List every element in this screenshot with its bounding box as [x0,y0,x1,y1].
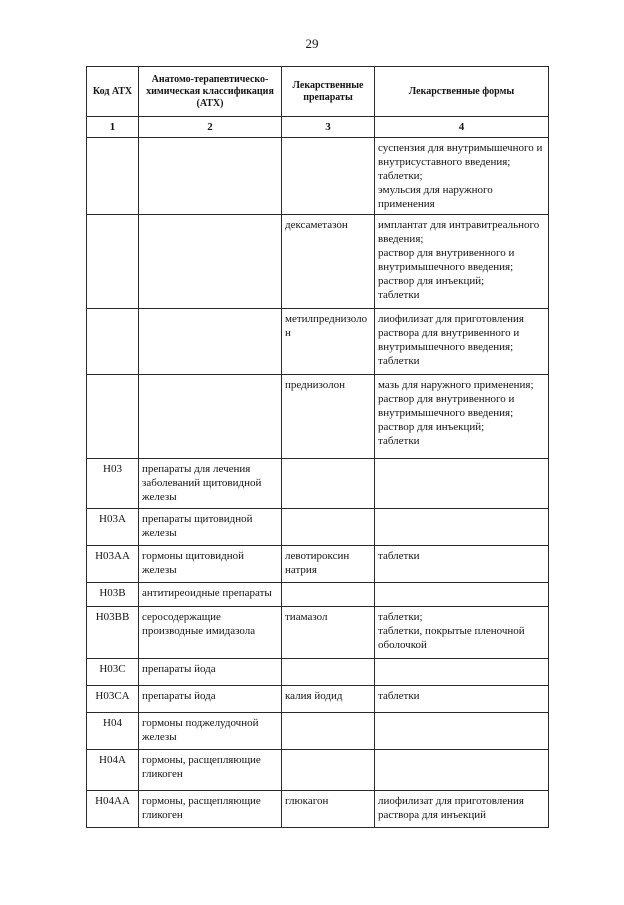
classification-cell: серосодержащие производные имидазола [139,607,282,659]
atx-code-cell: H03C [87,659,139,686]
table-row [87,659,549,686]
classification-cell: гормоны, расщепляющие гликоген [139,750,282,791]
classification-cell: антитиреоидные препараты [139,583,282,607]
drug-cell [282,750,375,791]
table-row [87,583,549,607]
classification-cell [139,375,282,459]
dosage-form: таблетки, покрытые пленочной оболочкой [378,625,525,651]
dosage-forms-cell [375,546,549,583]
table-row [87,791,549,828]
drug-cell: калия йодид [282,686,375,713]
column-number-row [87,117,549,138]
column-number: 2 [139,117,282,138]
atx-code-cell [87,138,139,215]
dosage-form: лиофилизат для приготовления раствора для внутривенного и внутримышечного введения; [378,313,524,353]
drug-cell [282,583,375,607]
atx-code-cell: H04A [87,750,139,791]
table-row [87,607,549,659]
atx-code-cell: H04 [87,713,139,750]
header-row [87,67,549,117]
dosage-form: таблетки [378,355,420,367]
dosage-form: раствор для инъекций; [378,421,485,433]
dosage-form: таблетки; [378,611,423,623]
dosage-form: таблетки [378,550,420,562]
dosage-forms-cell [375,215,549,309]
atx-code-cell: H03AA [87,546,139,583]
classification-cell [139,309,282,375]
drug-cell [282,659,375,686]
atx-code-cell [87,309,139,375]
dosage-forms-cell [375,138,549,215]
drug-cell: глюкагон [282,791,375,828]
drug-cell: преднизолон [282,375,375,459]
dosage-forms-cell [375,750,549,791]
dosage-forms-cell [375,659,549,686]
atx-code-cell [87,375,139,459]
atx-code-cell: H03CA [87,686,139,713]
dosage-forms-cell [375,375,549,459]
table-row [87,309,549,375]
drug-cell [282,459,375,509]
drug-cell [282,713,375,750]
classification-cell: гормоны поджелудочной железы [139,713,282,750]
classification-cell: препараты йода [139,659,282,686]
column-number: 1 [87,117,139,138]
dosage-forms-cell [375,509,549,546]
header-classification: Анатомо-терапевтическо-химическая классификация (АТХ) [139,67,282,117]
drug-cell [282,138,375,215]
table-row [87,375,549,459]
column-number: 3 [282,117,375,138]
table-row [87,509,549,546]
header-drug: Лекарственные препараты [282,67,375,117]
dosage-forms-cell [375,607,549,659]
atx-code-cell: H03B [87,583,139,607]
table-row [87,686,549,713]
dosage-form: лиофилизат для приготовления раствора для инъекций [378,795,524,821]
dosage-form: раствор для внутривенного и внутримышечного введения; [378,247,515,273]
atx-table [86,66,549,828]
dosage-form: таблетки [378,289,420,301]
classification-cell: препараты щитовидной железы [139,509,282,546]
dosage-forms-cell [375,686,549,713]
table-row [87,713,549,750]
drug-cell: левотироксин натрия [282,546,375,583]
column-number: 4 [375,117,549,138]
table-row [87,459,549,509]
dosage-forms-cell [375,309,549,375]
atx-code-cell [87,215,139,309]
table-row [87,546,549,583]
dosage-form: мазь для наружного применения; [378,379,534,391]
table-row [87,215,549,309]
drug-cell: дексаметазон [282,215,375,309]
dosage-form: имплантат для интравитреального введения; [378,219,540,245]
dosage-forms-cell [375,459,549,509]
classification-cell [139,215,282,309]
dosage-form: суспензия для внутримышечного и внутрисуставного введения; [378,142,543,168]
header-code: Код АТХ [87,67,139,117]
classification-cell: препараты для лечения заболеваний щитовидной железы [139,459,282,509]
page-number: 29 [305,36,319,51]
dosage-form: раствор для инъекций; [378,275,485,287]
dosage-form: таблетки [378,435,420,447]
dosage-form: таблетки [378,690,420,702]
dosage-forms-cell [375,791,549,828]
drug-cell: метилпреднизолон [282,309,375,375]
atx-code-cell: H03 [87,459,139,509]
dosage-form: раствор для внутривенного и внутримышечного введения; [378,393,515,419]
atx-code-cell: H03A [87,509,139,546]
dosage-forms-cell [375,713,549,750]
classification-cell [139,138,282,215]
classification-cell: гормоны, расщепляющие гликоген [139,791,282,828]
header-forms: Лекарственные формы [375,67,549,117]
dosage-form: таблетки; [378,170,423,182]
table-row [87,138,549,215]
drug-cell: тиамазол [282,607,375,659]
classification-cell: препараты йода [139,686,282,713]
drug-cell [282,509,375,546]
atx-code-cell: H03BB [87,607,139,659]
dosage-forms-cell [375,583,549,607]
dosage-form: эмульсия для наружного применения [378,184,493,210]
classification-cell: гормоны щитовидной железы [139,546,282,583]
atx-code-cell: H04AA [87,791,139,828]
table-row [87,750,549,791]
